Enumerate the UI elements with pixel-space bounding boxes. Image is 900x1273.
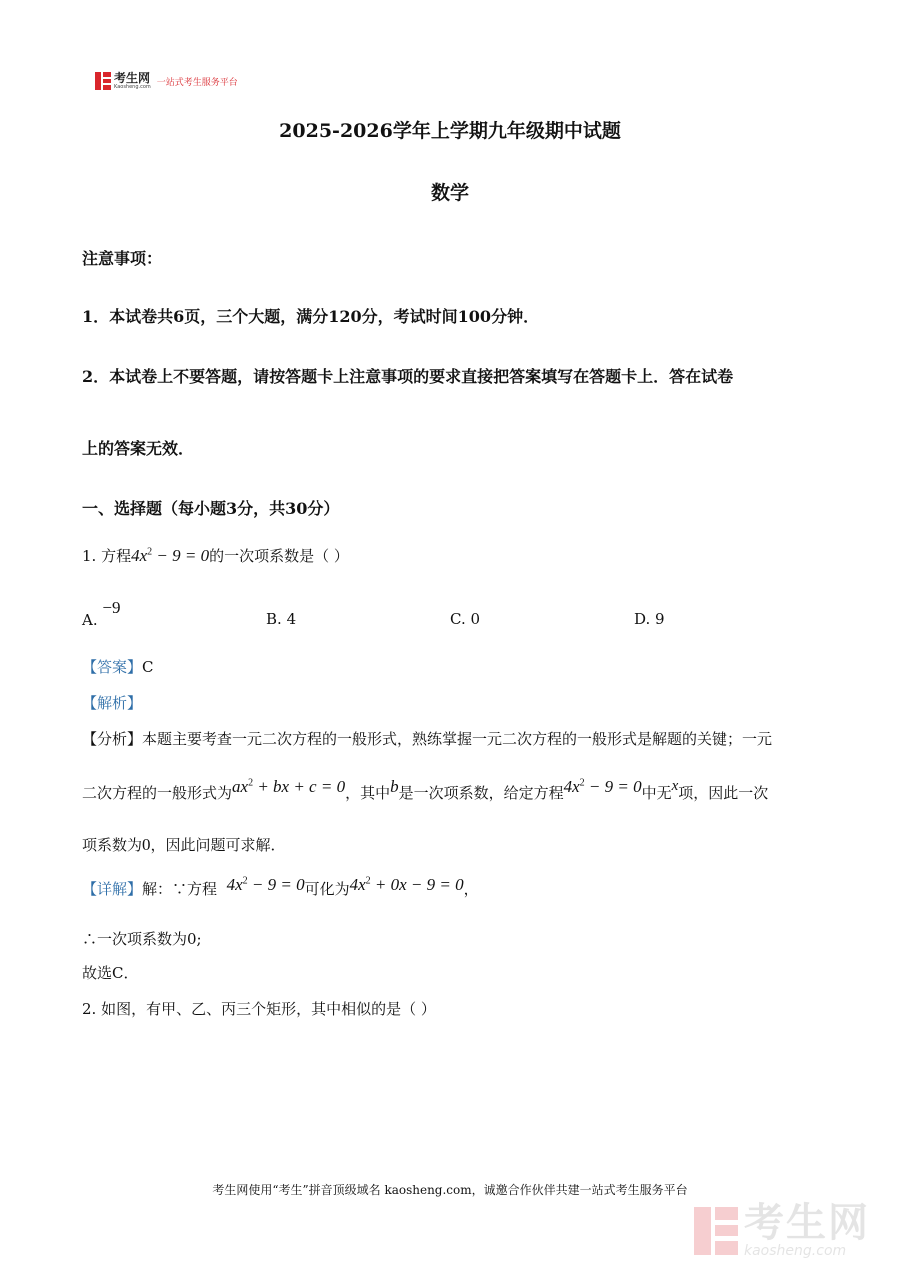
given-equation: $4x^2 - 9 = 0$ — [563, 777, 642, 796]
question-1 — [82, 545, 349, 566]
site-logo[interactable] — [95, 72, 238, 90]
section-heading: 一、选择题（每小题3分，共30分） — [82, 499, 340, 518]
logo-icon — [95, 72, 111, 90]
watermark-name: 考生网 — [744, 1200, 870, 1246]
question-1-prefix: 1. 方程 — [82, 547, 132, 565]
xiangjie-equation-2: $4x^2 + 0x - 9 = 0$ — [349, 875, 464, 894]
page-title: 2025-2026学年上学期九年级期中试题 — [279, 120, 621, 142]
question-2: 2. 如图，有甲、乙、丙三个矩形，其中相似的是（ ） — [82, 1000, 436, 1018]
notice-item-2-line2: 上的答案无效． — [82, 439, 195, 458]
notice-heading: 注意事项： — [82, 249, 163, 268]
xiangjie-line: 【详解】解：∵方程 $4x^2 - 9 = 0$可化为$4x^2 + 0x - 9 = 0$， — [82, 875, 479, 898]
logo-name: 考生网 — [114, 71, 151, 85]
option-d: D. 9 — [634, 610, 665, 628]
xiangjie-tag: 【详解】 — [82, 880, 143, 898]
general-form-equation: $ax^2$ + bx + c = 0 — [232, 777, 346, 796]
notice-item-1: 1．本试卷共6页，三个大题，满分120分，考试时间100分钟． — [82, 307, 540, 326]
fenxi-line-3: 项系数为0，因此问题可求解． — [82, 835, 286, 854]
fenxi-tag: 【分析】 — [82, 730, 143, 748]
subject-title: 数学 — [430, 182, 469, 204]
page-footer: 考生网使用“考生”拼音顶级域名 kaosheng.com，诚邀合作伙伴共建一站式考生服务平台 — [212, 1183, 688, 1197]
answer-tag: 【答案】 — [82, 658, 143, 676]
fenxi-line-2: 二次方程的一般形式为$ax^2$ + bx + c = 0，其中b是一次项系数，给定方程$4x^2 - 9 = 0$中无x项，因此一次 — [82, 777, 769, 802]
answer-line — [82, 656, 154, 677]
option-c: C. 0 — [450, 610, 481, 628]
option-a: A. −9 — [82, 598, 121, 629]
therefore-line: ∴一次项系数为0; — [82, 930, 202, 948]
choose-line: 故选C． — [82, 964, 139, 982]
xiangjie-equation-1: $4x^2 - 9 = 0$ — [226, 875, 305, 894]
option-b: B. 4 — [266, 610, 297, 628]
logo-slogan: 一站式考生服务平台 — [156, 77, 238, 88]
notice-item-2-line1: 2．本试卷上不要答题，请按答题卡上注意事项的要求直接把答案填写在答题卡上．答在试卷 — [82, 367, 734, 386]
watermark-domain: kaosheng.com — [744, 1243, 847, 1259]
logo-domain: Kaosheng.com — [114, 84, 151, 90]
watermark-logo — [694, 1200, 870, 1259]
answer-value: C — [142, 658, 154, 676]
fenxi-line-1: 【分析】本题主要考查一元二次方程的一般形式，熟练掌握一元二次方程的一般形式是解题的关键；一元 — [82, 730, 773, 748]
watermark-icon — [694, 1207, 738, 1255]
question-1-equation: $4x^2 - 9 = 0$ — [131, 546, 210, 565]
question-1-suffix: 的一次项系数是（ ） — [209, 547, 349, 565]
analysis-tag: 【解析】 — [82, 694, 143, 712]
